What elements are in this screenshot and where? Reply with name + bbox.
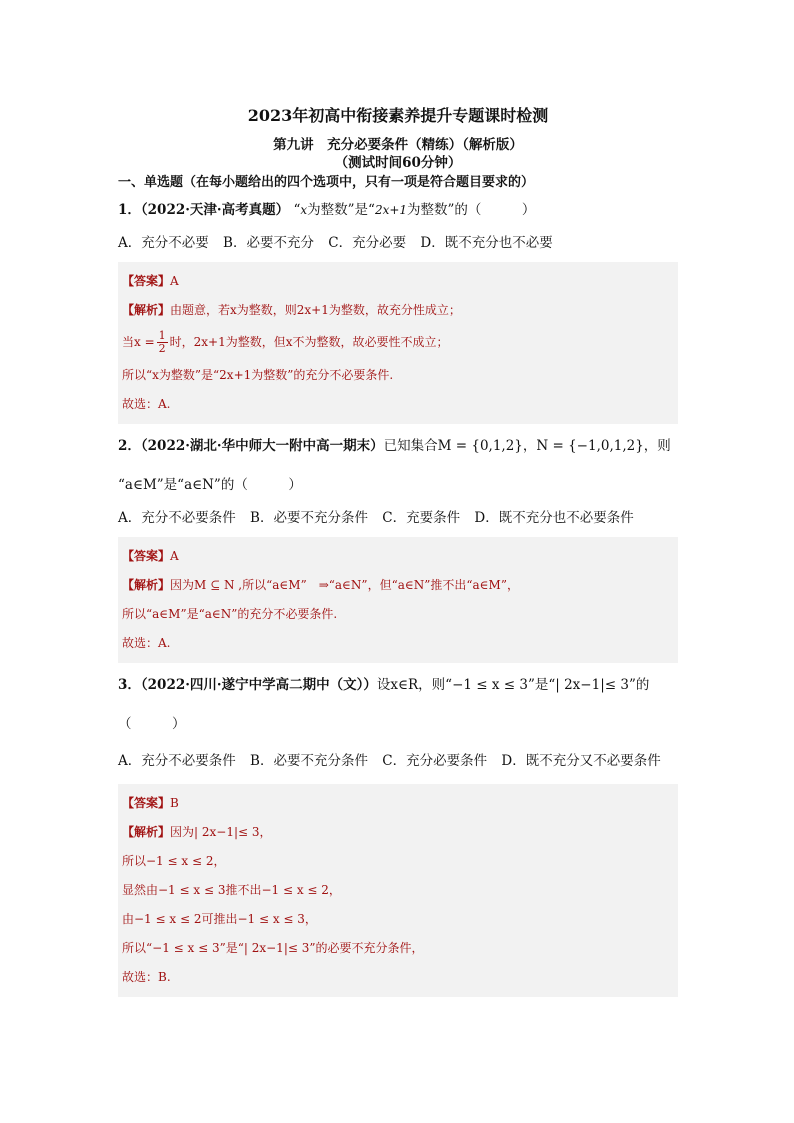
question-1-option-a: A．充分不必要: [118, 235, 209, 251]
question-1-answer: [122, 266, 674, 295]
question-2-text-a: 已知集合M = {0,1,2}，N = {−1,0,1,2}，则: [383, 438, 671, 454]
analysis-text: 因为M ⊆ N ,所以“a∈M” ⇒“a∈N”，但“a∈N”推不出“a∈M”，: [170, 578, 519, 592]
answer-value: B: [170, 796, 179, 810]
question-3-analysis-line-3: 显然由−1 ≤ x ≤ 3推不出−1 ≤ x ≤ 2，: [122, 883, 341, 897]
question-3-option-d: D．既不充分又不必要条件: [501, 753, 661, 769]
question-3-options: [118, 746, 678, 776]
analysis-text: 由题意，若x为整数，则2x+1为整数，故充分性成立；: [170, 303, 461, 317]
question-3-analysis-line-2: 所以−1 ≤ x ≤ 2，: [122, 854, 226, 868]
question-1-number: 1．: [118, 202, 141, 218]
question-3-analysis-line-5: 所以“−1 ≤ x ≤ 3”是“| 2x−1|≤ 3”的必要不充分条件，: [122, 941, 424, 955]
question-3-analysis-line-1: [122, 817, 674, 846]
question-1-math-a: x: [300, 203, 308, 217]
question-1-text-a: “: [293, 202, 301, 218]
analysis-label: 【解析】: [122, 578, 171, 592]
fraction-one-half: [157, 330, 168, 355]
question-1-option-d: D．既不充分也不必要: [420, 235, 553, 251]
question-2-answer: [122, 541, 674, 570]
fraction-denominator: 2: [158, 342, 166, 355]
question-3-option-a: A．充分不必要条件: [118, 753, 236, 769]
question-1-analysis-line-1: [122, 295, 674, 324]
analysis-label: 【解析】: [122, 303, 171, 317]
question-3-number: 3．: [118, 677, 141, 693]
question-3-option-b: B．必要不充分条件: [250, 753, 368, 769]
question-2-option-c: C．充要条件: [382, 510, 461, 526]
question-1-analysis-line-2: [122, 324, 674, 360]
answer-label: 【答案】: [122, 796, 171, 810]
question-3-text-a: 设x∈R，则“−1 ≤ x ≤ 3”是“| 2x−1|≤ 3”的: [376, 677, 650, 693]
analysis-text: 因为| 2x−1|≤ 3，: [170, 825, 272, 839]
answer-label: 【答案】: [122, 274, 171, 288]
document-subtitle: 第九讲 充分必要条件（精练）（解析版）: [273, 137, 523, 153]
document-page: [118, 104, 678, 997]
question-1-options: [118, 232, 678, 254]
question-1-source: （2022·天津·高考真题）: [140, 202, 290, 218]
answer-label: 【答案】: [122, 549, 171, 563]
question-2-option-a: A．充分不必要条件: [118, 510, 236, 526]
question-2-source: （2022·湖北·华中师大一附中高一期末）: [140, 438, 384, 454]
test-time-note: （测试时间60分钟）: [334, 155, 462, 171]
question-1-text-b: 为整数”是“: [307, 202, 375, 218]
fraction-numerator: 1: [158, 329, 166, 342]
analysis-text: 当x =: [122, 335, 155, 349]
question-1-math-b: 2x+1: [374, 203, 408, 217]
analysis-text: 时，2x+1为整数，但x不为整数，故必要性不成立；: [169, 335, 449, 349]
question-1-text-c: 为整数”的（ ）: [407, 202, 536, 218]
question-3-text-b: （ ）: [118, 716, 186, 732]
question-1-solution: [118, 262, 678, 424]
question-3-analysis-line-6: 故选：B.: [122, 970, 171, 984]
question-2-analysis-line-3: 故选：A.: [122, 636, 171, 650]
question-2-analysis-line-1: [122, 570, 674, 599]
question-2-options: [118, 507, 678, 529]
question-1-analysis-line-4: 故选：A.: [122, 397, 171, 411]
question-2-stem: [118, 436, 678, 456]
question-3-solution: [118, 784, 678, 997]
question-3-source: （2022·四川·遂宁中学高二期中（文））: [140, 677, 377, 693]
question-3-analysis-line-4: 由−1 ≤ x ≤ 2可推出−1 ≤ x ≤ 3，: [122, 912, 317, 926]
question-3-option-c: C．充分必要条件: [382, 753, 488, 769]
question-1-option-c: C．充分必要: [328, 235, 407, 251]
analysis-label: 【解析】: [122, 825, 171, 839]
question-2-analysis-line-2: 所以“a∈M”是“a∈N”的充分不必要条件.: [122, 607, 338, 621]
question-2-text-b: “a∈M”是“a∈N”的（ ）: [118, 477, 302, 493]
answer-value: A: [170, 549, 179, 563]
question-1-stem: [118, 200, 678, 220]
question-1-option-b: B．必要不充分: [223, 235, 314, 251]
question-2-stem-line-2: [118, 475, 678, 495]
question-2-option-d: D．既不充分也不必要条件: [474, 510, 634, 526]
answer-value: A: [170, 274, 179, 288]
question-3-stem: [118, 675, 678, 695]
question-1-analysis-line-3: 所以“x为整数”是“2x+1为整数”的充分不必要条件.: [122, 368, 394, 382]
question-2-solution: [118, 537, 678, 663]
question-2-number: 2．: [118, 438, 141, 454]
question-3-stem-line-2: [118, 714, 678, 734]
question-3-answer: [122, 788, 674, 817]
document-title: 2023年初高中衔接素养提升专题课时检测: [247, 106, 549, 125]
question-2-option-b: B．必要不充分条件: [250, 510, 368, 526]
section-heading: 一、单选题（在每小题给出的四个选项中，只有一项是符合题目要求的）: [118, 175, 535, 190]
